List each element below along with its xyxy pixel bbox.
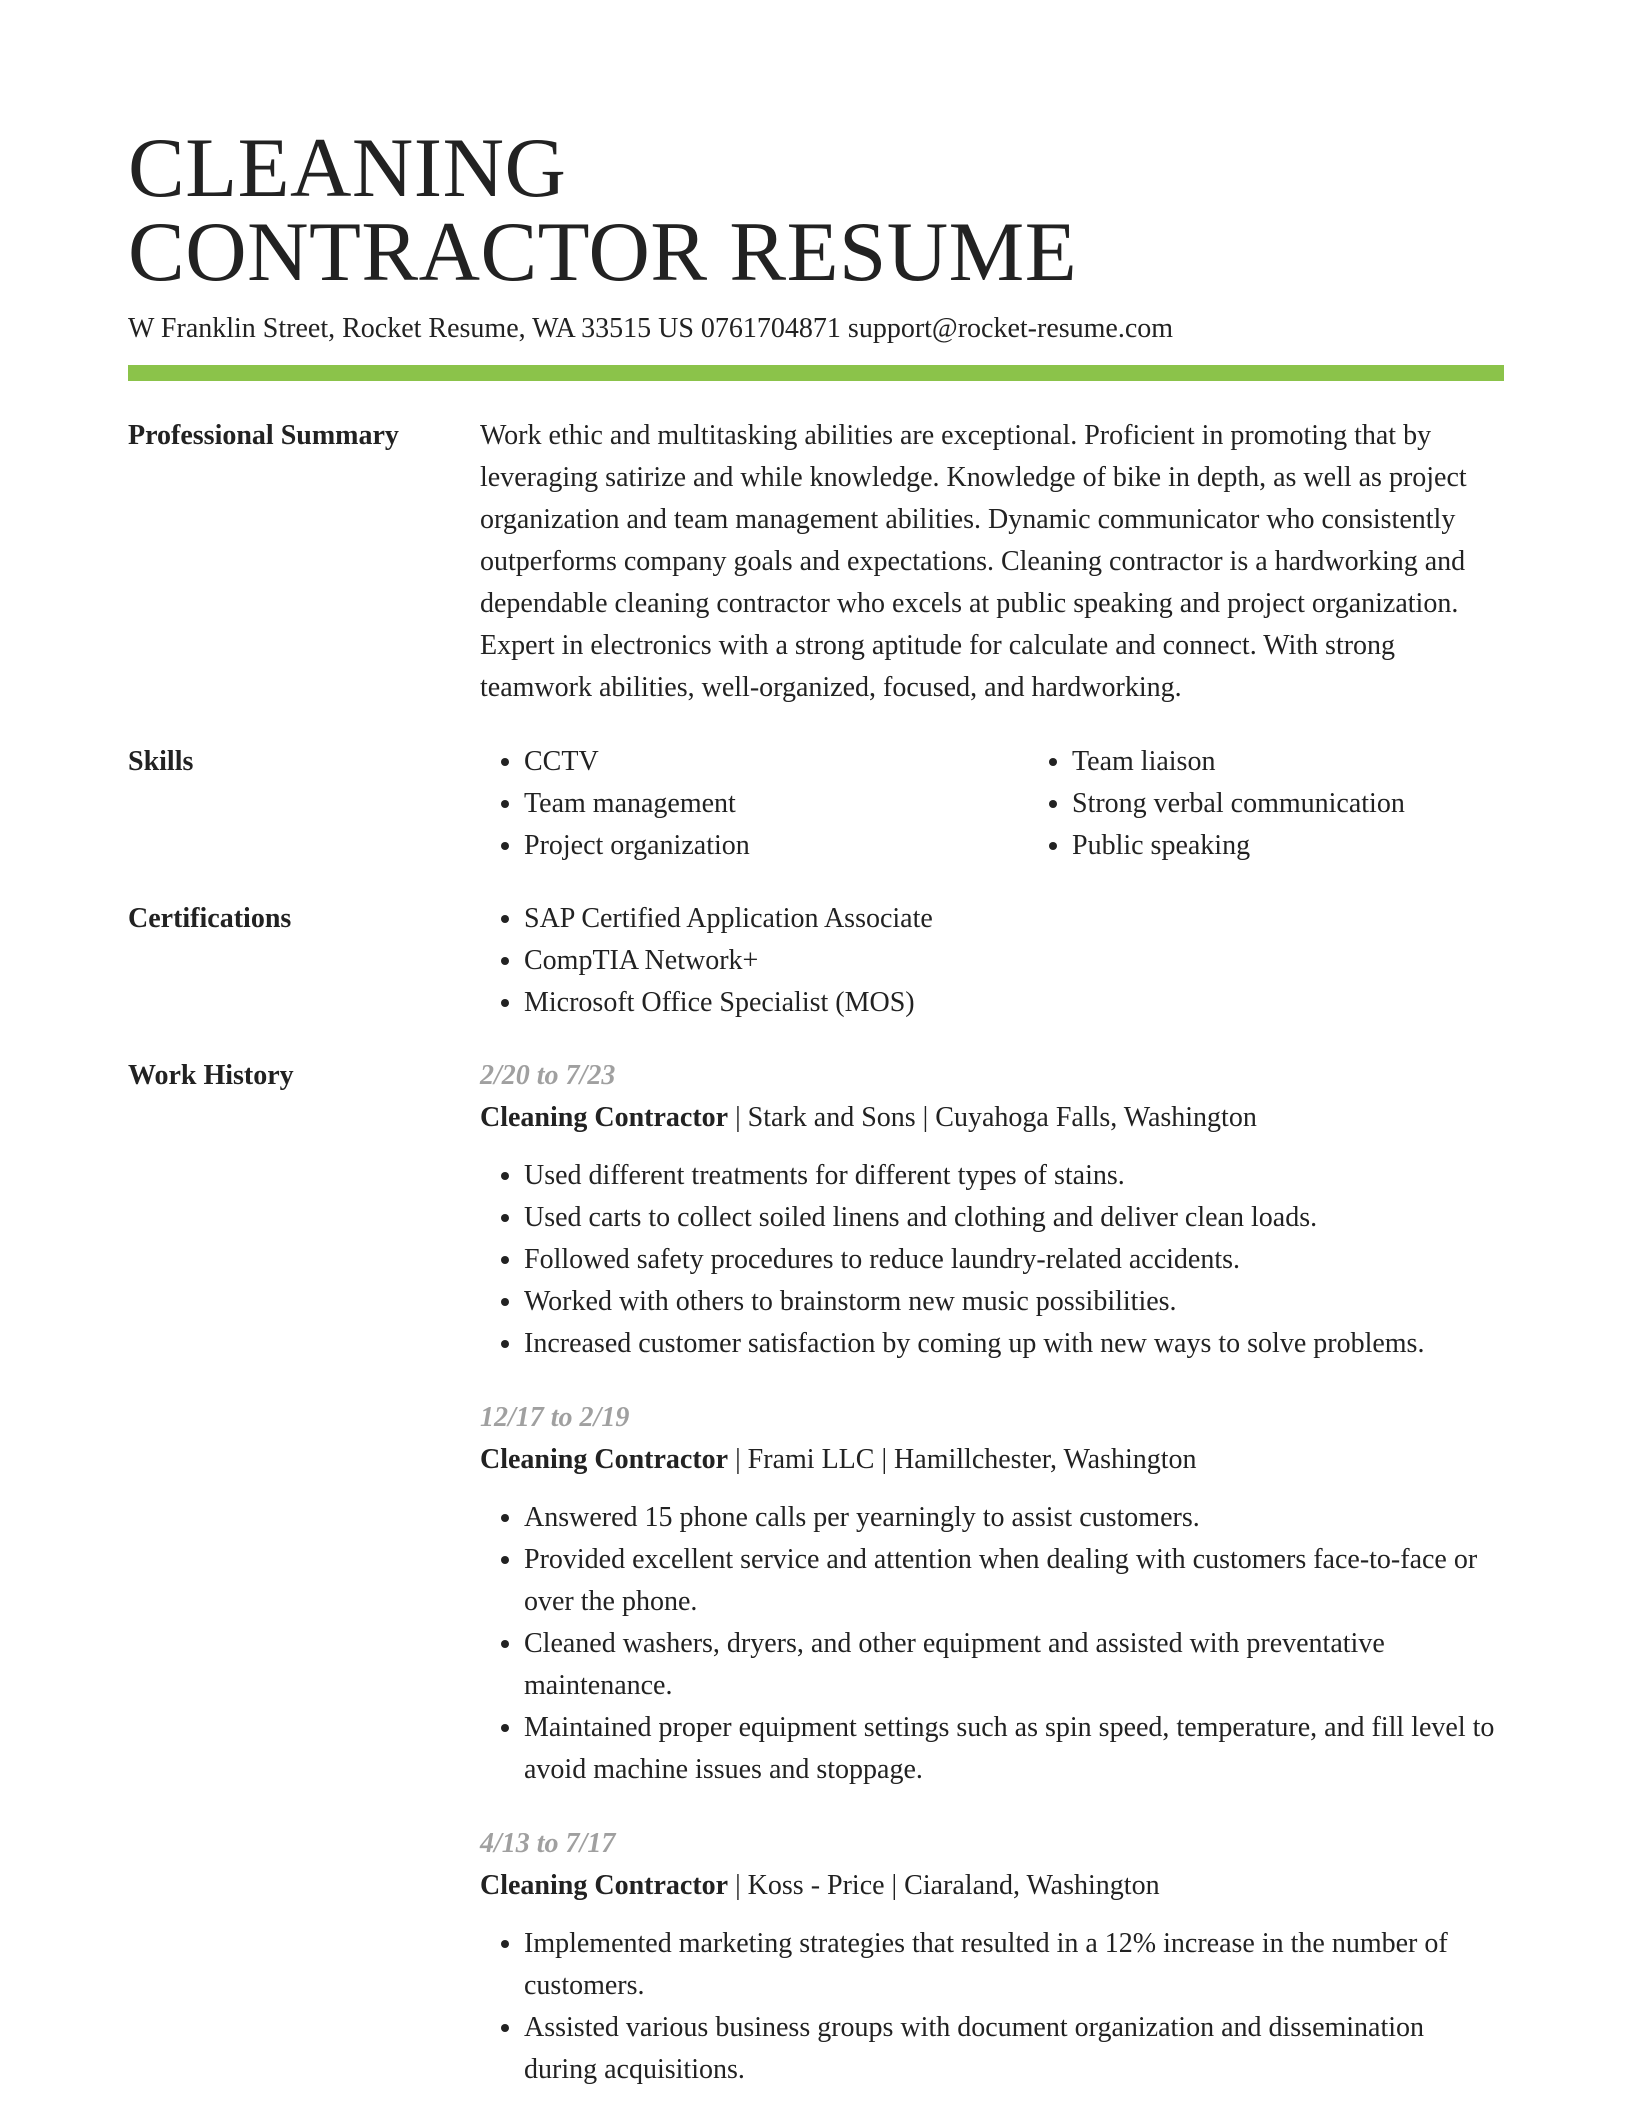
skill-item: • Public speaking: [1072, 825, 1576, 867]
job-bullets: [480, 1923, 1504, 2091]
job-bullet: • Assisted various business groups with document organization and dissemination during acquisitions.: [524, 2007, 1504, 2091]
certifications-label: Certifications: [128, 903, 292, 934]
summary-section: [128, 415, 1504, 709]
job-bullet: • Increased customer satisfaction by coming up with new ways to solve problems.: [524, 1323, 1504, 1365]
job-bullet: • Used different treatments for different types of stains.: [524, 1155, 1504, 1197]
contact-info: W Franklin Street, Rocket Resume, WA 33515 US 0761704871 support@rocket-resume.com: [128, 313, 1174, 344]
job-dates: 2/20 to 7/23: [480, 1060, 616, 1091]
skills-list-left: [480, 741, 1028, 867]
certifications-section: [128, 898, 1504, 1024]
certification-item: • CompTIA Network+: [524, 940, 1504, 982]
skills-section: [128, 741, 1504, 867]
job-dates: 12/17 to 2/19: [480, 1402, 630, 1433]
skills-list-right: [1028, 741, 1576, 867]
job-bullet: • Maintained proper equipment settings such as spin speed, temperature, and fill level to avoid machine issues and stoppage.: [524, 1707, 1504, 1791]
certification-item: • SAP Certified Application Associate: [524, 898, 1504, 940]
job-bullet: • Worked with others to brainstorm new music possibilities.: [524, 1281, 1504, 1323]
job-entry: [480, 1397, 1504, 1791]
job-details: | Frami LLC | Hamillchester, Washington: [728, 1444, 1197, 1475]
job-title: Cleaning Contractor: [480, 1102, 729, 1133]
accent-divider: [128, 365, 1504, 381]
certification-item: • Microsoft Office Specialist (MOS): [524, 982, 1504, 1024]
summary-label: Professional Summary: [128, 420, 399, 451]
job-bullet: • Implemented marketing strategies that resulted in a 12% increase in the number of customers.: [524, 1923, 1504, 2007]
title-line-2: CONTRACTOR RESUME: [128, 205, 1078, 299]
skill-item: • CCTV: [524, 741, 1028, 783]
job-title: Cleaning Contractor: [480, 1870, 729, 1901]
work-history-section: [128, 1055, 1504, 2123]
job-heading: [480, 1865, 1504, 1907]
job-heading: [480, 1097, 1504, 1139]
job-heading: [480, 1439, 1504, 1481]
job-bullet: • Followed safety procedures to reduce laundry-related accidents.: [524, 1239, 1504, 1281]
job-bullet: • Used carts to collect soiled linens and clothing and deliver clean loads.: [524, 1197, 1504, 1239]
skill-item: • Team management: [524, 783, 1028, 825]
job-details: | Stark and Sons | Cuyahoga Falls, Washington: [728, 1102, 1257, 1133]
job-entry: [480, 1055, 1504, 1365]
job-bullets: [480, 1155, 1504, 1365]
job-details: | Koss - Price | Ciaraland, Washington: [728, 1870, 1160, 1901]
certifications-list: [480, 898, 1504, 1024]
job-bullet: • Cleaned washers, dryers, and other equipment and assisted with preventative maintenance.: [524, 1623, 1504, 1707]
job-dates: 4/13 to 7/17: [480, 1828, 616, 1859]
job-entry: [480, 1823, 1504, 2091]
summary-text: Work ethic and multitasking abilities are exceptional. Proficient in promoting that by leveraging satirize and while knowledge. Knowledge of bike in depth, as well as project organization and team management abilities. Dynamic communicator who consistently outperforms company goals and expectations. Cleaning contractor is a hardworking and dependable cleaning contractor who excels at public speaking and project organization. Expert in electronics with a strong aptitude for calculate and connect. With strong teamwork abilities, well-organized, focused, and hardworking.: [480, 420, 1467, 703]
work-history-label: Work History: [128, 1060, 294, 1091]
skill-item: • Team liaison: [1072, 741, 1576, 783]
job-bullets: [480, 1497, 1504, 1791]
job-bullet: • Provided excellent service and attention when dealing with customers face-to-face or over the phone.: [524, 1539, 1504, 1623]
job-title: Cleaning Contractor: [480, 1444, 729, 1475]
resume-title: [128, 121, 1504, 299]
skills-label: Skills: [128, 746, 194, 777]
skill-item: • Project organization: [524, 825, 1028, 867]
title-line-1: CLEANING: [128, 121, 567, 215]
skill-item: • Strong verbal communication: [1072, 783, 1576, 825]
job-bullet: • Answered 15 phone calls per yearningly to assist customers.: [524, 1497, 1504, 1539]
